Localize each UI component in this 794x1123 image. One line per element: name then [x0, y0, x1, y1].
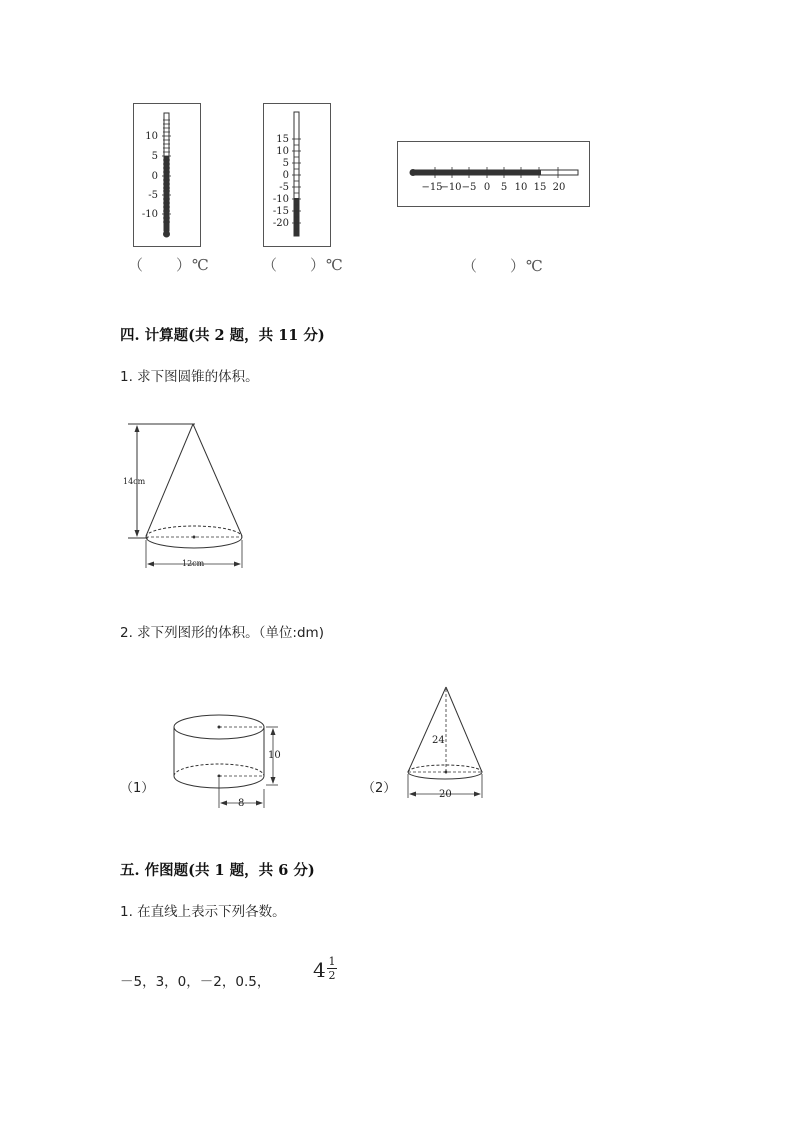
- figure-1-label: （1）: [120, 781, 155, 796]
- thermometer-2-answer-blank[interactable]: （ ）℃: [262, 256, 344, 274]
- t3-tick-label: −5: [461, 182, 477, 193]
- cone-1-height-label: 14cm: [123, 477, 146, 486]
- cylinder-height-label: 10: [268, 750, 281, 761]
- section-5-heading: 五. 作图题(共 1 题，共 6 分): [120, 862, 315, 879]
- t3-tick-label: 0: [483, 182, 491, 193]
- t3-tick-label: −10: [440, 182, 462, 193]
- t1-tick-label: -5: [148, 190, 158, 201]
- t2-tick-label: -5: [279, 182, 289, 193]
- cone-figure-1: [118, 418, 258, 578]
- thermometer-2-frame: [263, 103, 331, 247]
- t3-tick-label: 10: [514, 182, 528, 193]
- t1-tick-label: 10: [145, 131, 158, 142]
- cylinder-figure: [168, 705, 288, 813]
- thermometer-3-frame: [397, 141, 590, 207]
- cylinder-radius-label: 8: [238, 798, 245, 809]
- t1-tick-label: 0: [151, 171, 158, 182]
- t2-tick-label: 10: [276, 146, 289, 157]
- thermometer-3-mercury: [413, 170, 541, 175]
- thermometer-1: [134, 104, 200, 246]
- t3-tick-label: −15: [421, 182, 443, 193]
- cone-2-diameter-label: 20: [439, 789, 452, 800]
- fraction-denominator: 2: [328, 969, 336, 982]
- t3-tick-label: 20: [552, 182, 566, 193]
- fraction-numerator: 1: [328, 955, 336, 968]
- t2-tick-label: 5: [282, 158, 289, 169]
- t2-tick-label: -20: [272, 218, 289, 229]
- figure-2-label: （2）: [362, 781, 397, 796]
- mixed-number: [313, 955, 336, 982]
- t1-tick-label: 5: [151, 151, 158, 162]
- mixed-number-fraction: [327, 956, 337, 981]
- thermometer-3: [398, 142, 589, 206]
- question-4-1-text: 1. 求下图圆锥的体积。: [120, 369, 259, 385]
- question-5-1-text: 1. 在直线上表示下列各数。: [120, 904, 286, 920]
- cone-1-diameter-label: 12cm: [182, 559, 205, 568]
- t2-tick-label: -15: [272, 206, 289, 217]
- thermometer-1-mercury: [164, 156, 169, 231]
- thermometer-1-frame: [133, 103, 201, 247]
- cone-2-height-label: 24: [432, 735, 445, 746]
- number-list: －5，3，0，－2，0.5，: [120, 974, 271, 990]
- t1-tick-label: -10: [141, 209, 158, 220]
- thermometer-3-answer-blank[interactable]: （ ）℃: [462, 257, 544, 275]
- t2-tick-label: 15: [276, 134, 289, 145]
- t2-tick-label: -10: [272, 194, 289, 205]
- mixed-number-whole: 4: [313, 958, 326, 982]
- question-4-2-text: 2. 求下列图形的体积。（单位:dm): [120, 625, 324, 641]
- t2-tick-label: 0: [282, 170, 289, 181]
- t3-tick-label: 15: [533, 182, 547, 193]
- cone-figure-2: [400, 683, 490, 803]
- thermometer-1-answer-blank[interactable]: （ ）℃: [128, 256, 210, 274]
- t3-tick-label: 5: [500, 182, 508, 193]
- thermometer-2: [264, 104, 330, 246]
- section-4-heading: 四. 计算题(共 2 题，共 11 分): [120, 327, 325, 344]
